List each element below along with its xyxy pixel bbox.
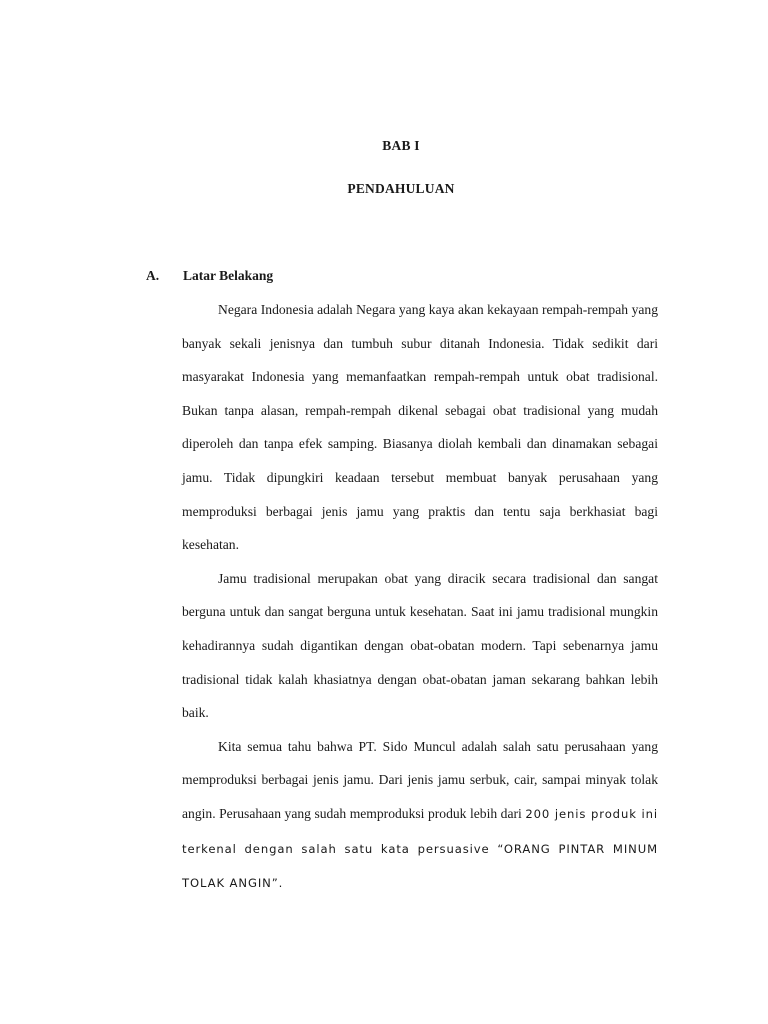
section-title: Latar Belakang <box>183 268 274 283</box>
paragraph-3-serif: Kita semua tahu bahwa PT. Sido Muncul adalah salah satu perusahaan yang memproduksi berbagai jenis jamu. Dari jenis jamu serbuk, cair, sampai minyak tolak angin. Perusahaan yang sudah memproduksi produk lebih dari <box>182 738 658 821</box>
body-text <box>182 293 658 901</box>
paragraph-3-sans: 200 jenis produk ini terkenal dengan salah satu kata persuasive “ORANG PINTAR MINUM TOLAK ANGIN”. <box>182 806 658 891</box>
chapter-title: PENDAHULUAN <box>347 181 455 196</box>
paragraph-1: Negara Indonesia adalah Negara yang kaya akan kekayaan rempah-rempah yang banyak sekali jenisnya dan tumbuh subur ditanah Indonesia. Tidak sedikit dari masyarakat Indonesia yang memanfaatkan rempah-rempah untuk obat tradisional. Bukan tanpa alasan, rempah-rempah dikenal sebagai obat tradisional yang mudah diperoleh dan tanpa efek samping. Biasanya diolah kembali dan dinamakan sebagai jamu. Tidak dipungkiri keadaan tersebut membuat banyak perusahaan yang memproduksi berbagai jenis jamu yang praktis dan tentu saja berkhasiat bagi kesehatan. <box>182 302 658 553</box>
chapter-number: BAB I <box>382 138 420 153</box>
section-label: A. <box>146 268 160 283</box>
paragraph-2: Jamu tradisional merupakan obat yang diracik secara tradisional dan sangat berguna untuk dan sangat berguna untuk kesehatan. Saat ini jamu tradisional mungkin kehadirannya sudah digantikan dengan obat-obatan modern. Tapi sebenarnya jamu tradisional tidak kalah khasiatnya dengan obat-obatan jaman sekarang bahkan lebih baik. <box>182 570 658 721</box>
paragraph-3 <box>182 730 658 901</box>
